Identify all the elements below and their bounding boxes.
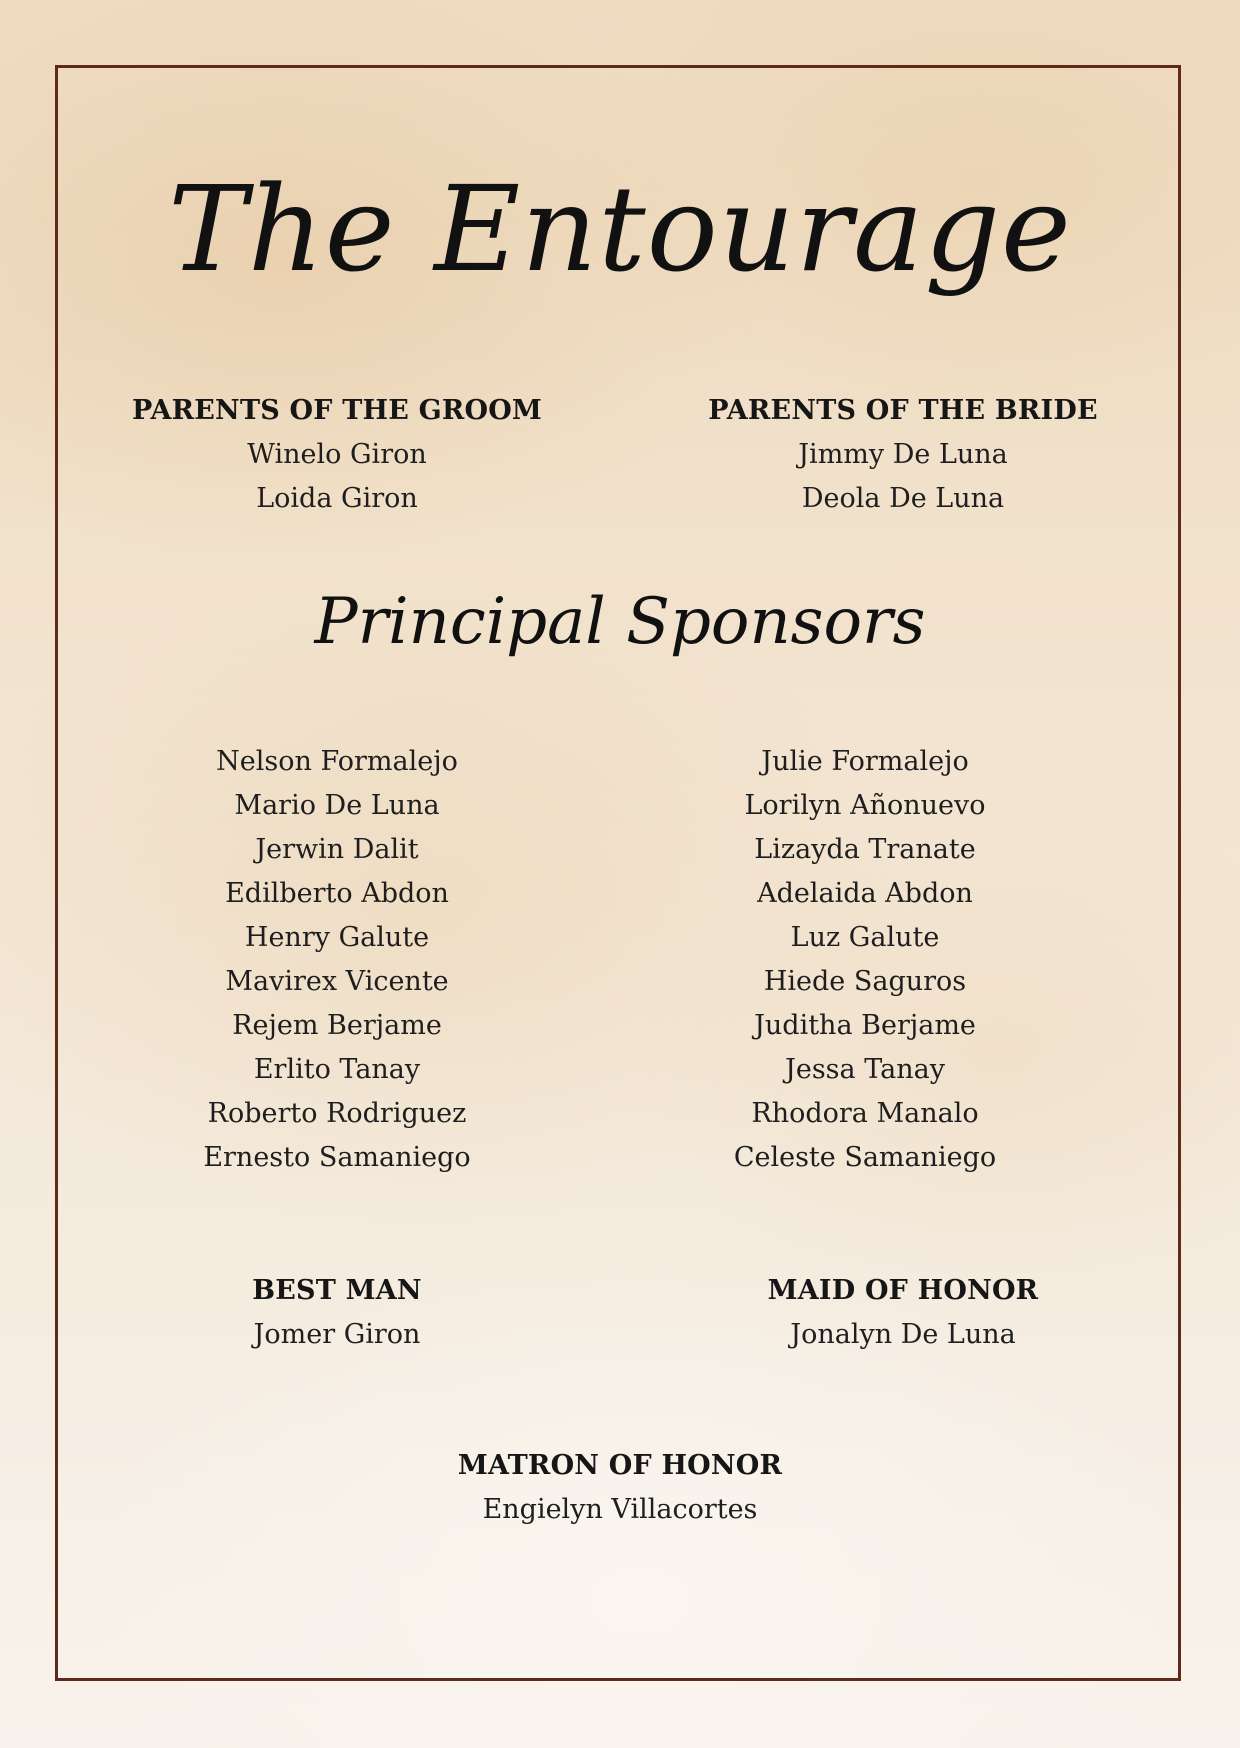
list-item: Rejem Berjame [232, 1010, 442, 1041]
matron-of-honor-section [390, 1444, 850, 1532]
list-item: Luz Galute [790, 922, 940, 953]
parents-of-groom-heading: PARENTS OF THE GROOM [131, 395, 543, 426]
list-item: Erlito Tanay [253, 1054, 421, 1085]
list-item: Celeste Samaniego [733, 1142, 997, 1173]
groom-father-name: Winelo Giron [247, 439, 427, 470]
list-item: Hiede Saguros [763, 966, 967, 997]
list-item: Julie Formalejo [761, 746, 969, 777]
list-item: Henry Galute [244, 922, 430, 953]
list-item: Roberto Rodriguez [207, 1098, 467, 1129]
list-item: Lizayda Tranate [754, 834, 976, 865]
parents-of-groom-section [107, 389, 567, 521]
bride-mother-name: Deola De Luna [801, 483, 1005, 514]
maid-of-honor-section [673, 1269, 1133, 1357]
principal-sponsors-title: Principal Sponsors [314, 585, 926, 659]
list-item: Mario De Luna [234, 790, 440, 821]
sponsors-right-list [635, 740, 1095, 1180]
list-item: Juditha Berjame [754, 1010, 976, 1041]
list-item: Rhodora Manalo [751, 1098, 979, 1129]
best-man-heading: BEST MAN [252, 1275, 422, 1306]
parents-of-bride-section [673, 389, 1133, 521]
sponsors-left-list [107, 740, 567, 1180]
bride-father-name: Jimmy De Luna [798, 439, 1008, 470]
list-item: Ernesto Samaniego [203, 1142, 471, 1173]
maid-of-honor-heading: MAID OF HONOR [767, 1275, 1039, 1306]
list-item: Jerwin Dalit [255, 834, 419, 865]
maid-of-honor-name: Jonalyn De Luna [790, 1319, 1016, 1350]
best-man-section [107, 1269, 567, 1357]
groom-mother-name: Loida Giron [256, 483, 418, 514]
matron-of-honor-heading: MATRON OF HONOR [457, 1450, 783, 1481]
list-item: Lorilyn Añonuevo [744, 790, 986, 821]
list-item: Jessa Tanay [785, 1054, 945, 1085]
list-item: Adelaida Abdon [757, 878, 973, 909]
parents-of-bride-heading: PARENTS OF THE BRIDE [708, 395, 1098, 426]
best-man-name: Jomer Giron [253, 1319, 421, 1350]
list-item: Edilberto Abdon [225, 878, 449, 909]
entourage-title: The Entourage [168, 160, 1072, 298]
list-item: Mavirex Vicente [225, 966, 449, 997]
list-item: Nelson Formalejo [216, 746, 458, 777]
matron-of-honor-name: Engielyn Villacortes [482, 1494, 758, 1525]
